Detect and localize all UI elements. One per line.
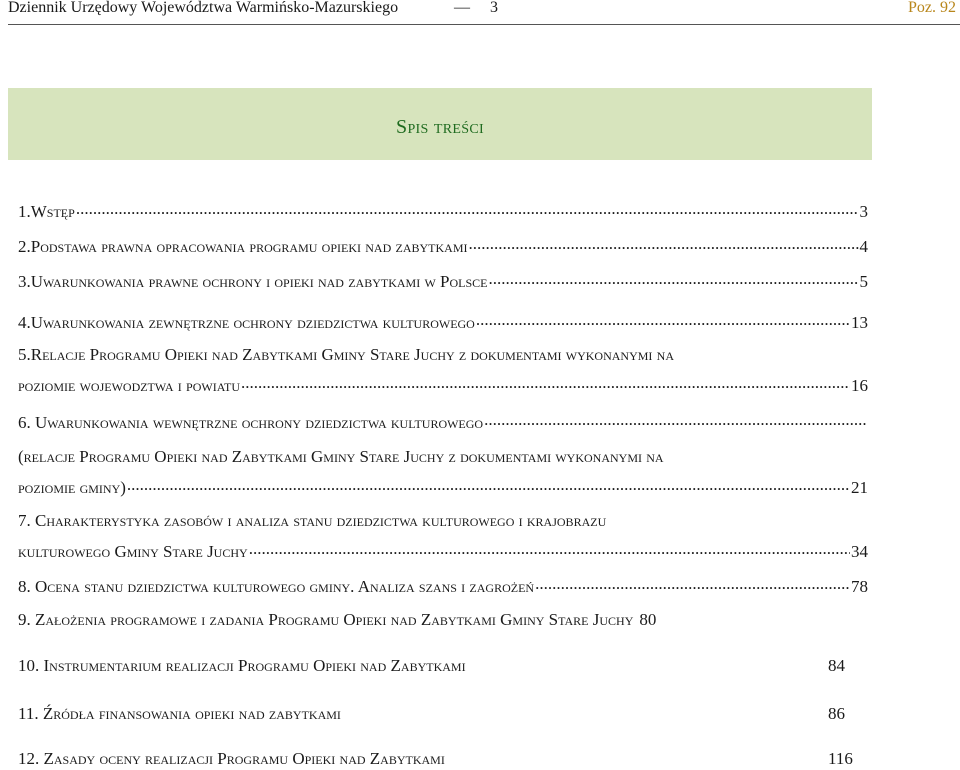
leader-dots — [76, 198, 859, 217]
toc-entry-page: 80 — [639, 610, 657, 629]
toc-entry-text-line2: kulturowego Gminy Stare Juchy — [18, 541, 248, 561]
toc-entry-page: 16 — [851, 375, 868, 395]
toc-entry-page: 78 — [851, 576, 868, 596]
leader-dots — [469, 233, 859, 252]
toc-entry-6-cont[interactable] — [18, 446, 868, 499]
toc-entry-3[interactable] — [18, 268, 868, 293]
header-page-number: 3 — [490, 0, 498, 16]
toc-entry-9[interactable] — [18, 609, 868, 631]
toc-title-band — [8, 88, 872, 160]
toc-entry-page: 34 — [851, 541, 868, 561]
journal-title: Dziennik Urzędowy Województwa Warmińsko-Mazurskiego — [8, 0, 399, 16]
toc-entry-page: 5 — [859, 271, 868, 291]
toc-entry-text: 8. Ocena stanu dziedzictwa kulturowego gminy. Analiza szans i zagrożeń — [18, 576, 535, 596]
toc-entry-5[interactable] — [18, 344, 868, 397]
toc-entry-4[interactable] — [18, 309, 868, 334]
toc-entry-text-line1: 7. Charakterystyka zasobów i analiza stanu dziedzictwa kulturowego i krajobrazu — [18, 511, 607, 530]
toc-entry-2[interactable] — [18, 233, 868, 258]
header-dash: — — [454, 0, 470, 16]
toc-entry-page: 3 — [859, 201, 868, 221]
toc-entry-text: 9. Założenia programowe i zadania Programu Opieki nad Zabytkami Gminy Stare Juchy — [18, 610, 634, 629]
toc-entry-1[interactable] — [18, 198, 868, 223]
toc-entry-page: 86 — [828, 704, 845, 723]
toc-entry-7[interactable] — [18, 510, 868, 563]
toc-entry-text: 11. Źródła finansowania opieki nad zabytkami — [18, 704, 341, 723]
toc-entry-page: 4 — [859, 236, 868, 256]
toc-entry-text-line2: poziomie gminy) — [18, 477, 126, 497]
toc-entry-6[interactable] — [18, 409, 868, 434]
toc-entry-text: 6. Uwarunkowania wewnętrzne ochrony dziedzictwa kulturowego — [18, 412, 484, 432]
leader-dots — [127, 474, 850, 493]
toc-entry-text-line1: (relacje Programu Opieki nad Zabytkami Gminy Stare Juchy z dokumentami wykonanymi na — [18, 447, 664, 466]
toc-entry-11[interactable] — [18, 703, 868, 725]
toc-entry-page: 21 — [851, 477, 868, 497]
toc-entry-page: 84 — [828, 656, 845, 675]
leader-dots — [241, 372, 850, 391]
toc-entry-10[interactable] — [18, 655, 868, 677]
header-position: Poz. 92 — [908, 0, 956, 16]
toc-entry-12[interactable] — [18, 748, 868, 770]
leader-dots — [476, 309, 850, 328]
toc-entry-text: 4.Uwarunkowania zewnętrzne ochrony dziedzictwa kulturowego — [18, 312, 475, 332]
toc-entry-text: 2.Podstawa prawna opracowania programu opieki nad zabytkami — [18, 236, 468, 256]
toc-title: Spis treści — [396, 116, 484, 138]
toc-entry-text: 3.Uwarunkowania prawne ochrony i opieki nad zabytkami w Polsce — [18, 271, 488, 291]
toc-entry-page: 13 — [851, 312, 868, 332]
leader-dots — [489, 268, 859, 287]
leader-dots — [535, 573, 850, 592]
toc-entry-text: 12. Zasady oceny realizacji Programu Opieki nad Zabytkami — [18, 749, 445, 768]
leader-dots — [249, 538, 850, 557]
toc-entry-text-line1: 5.Relacje Programu Opieki nad Zabytkami Gminy Stare Juchy z dokumentami wykonanymi na — [18, 345, 675, 364]
toc-entry-text: 1.Wstęp — [18, 201, 75, 221]
toc-entry-page: 116 — [828, 749, 853, 768]
leader-dots — [484, 409, 867, 428]
toc-entry-text-line2: poziomie wojewodztwa i powiatu — [18, 375, 241, 395]
toc-entry-8[interactable] — [18, 573, 868, 598]
toc-entry-text: 10. Instrumentarium realizacji Programu Opieki nad Zabytkami — [18, 656, 466, 675]
page-header — [8, 0, 960, 22]
header-rule — [8, 24, 960, 25]
